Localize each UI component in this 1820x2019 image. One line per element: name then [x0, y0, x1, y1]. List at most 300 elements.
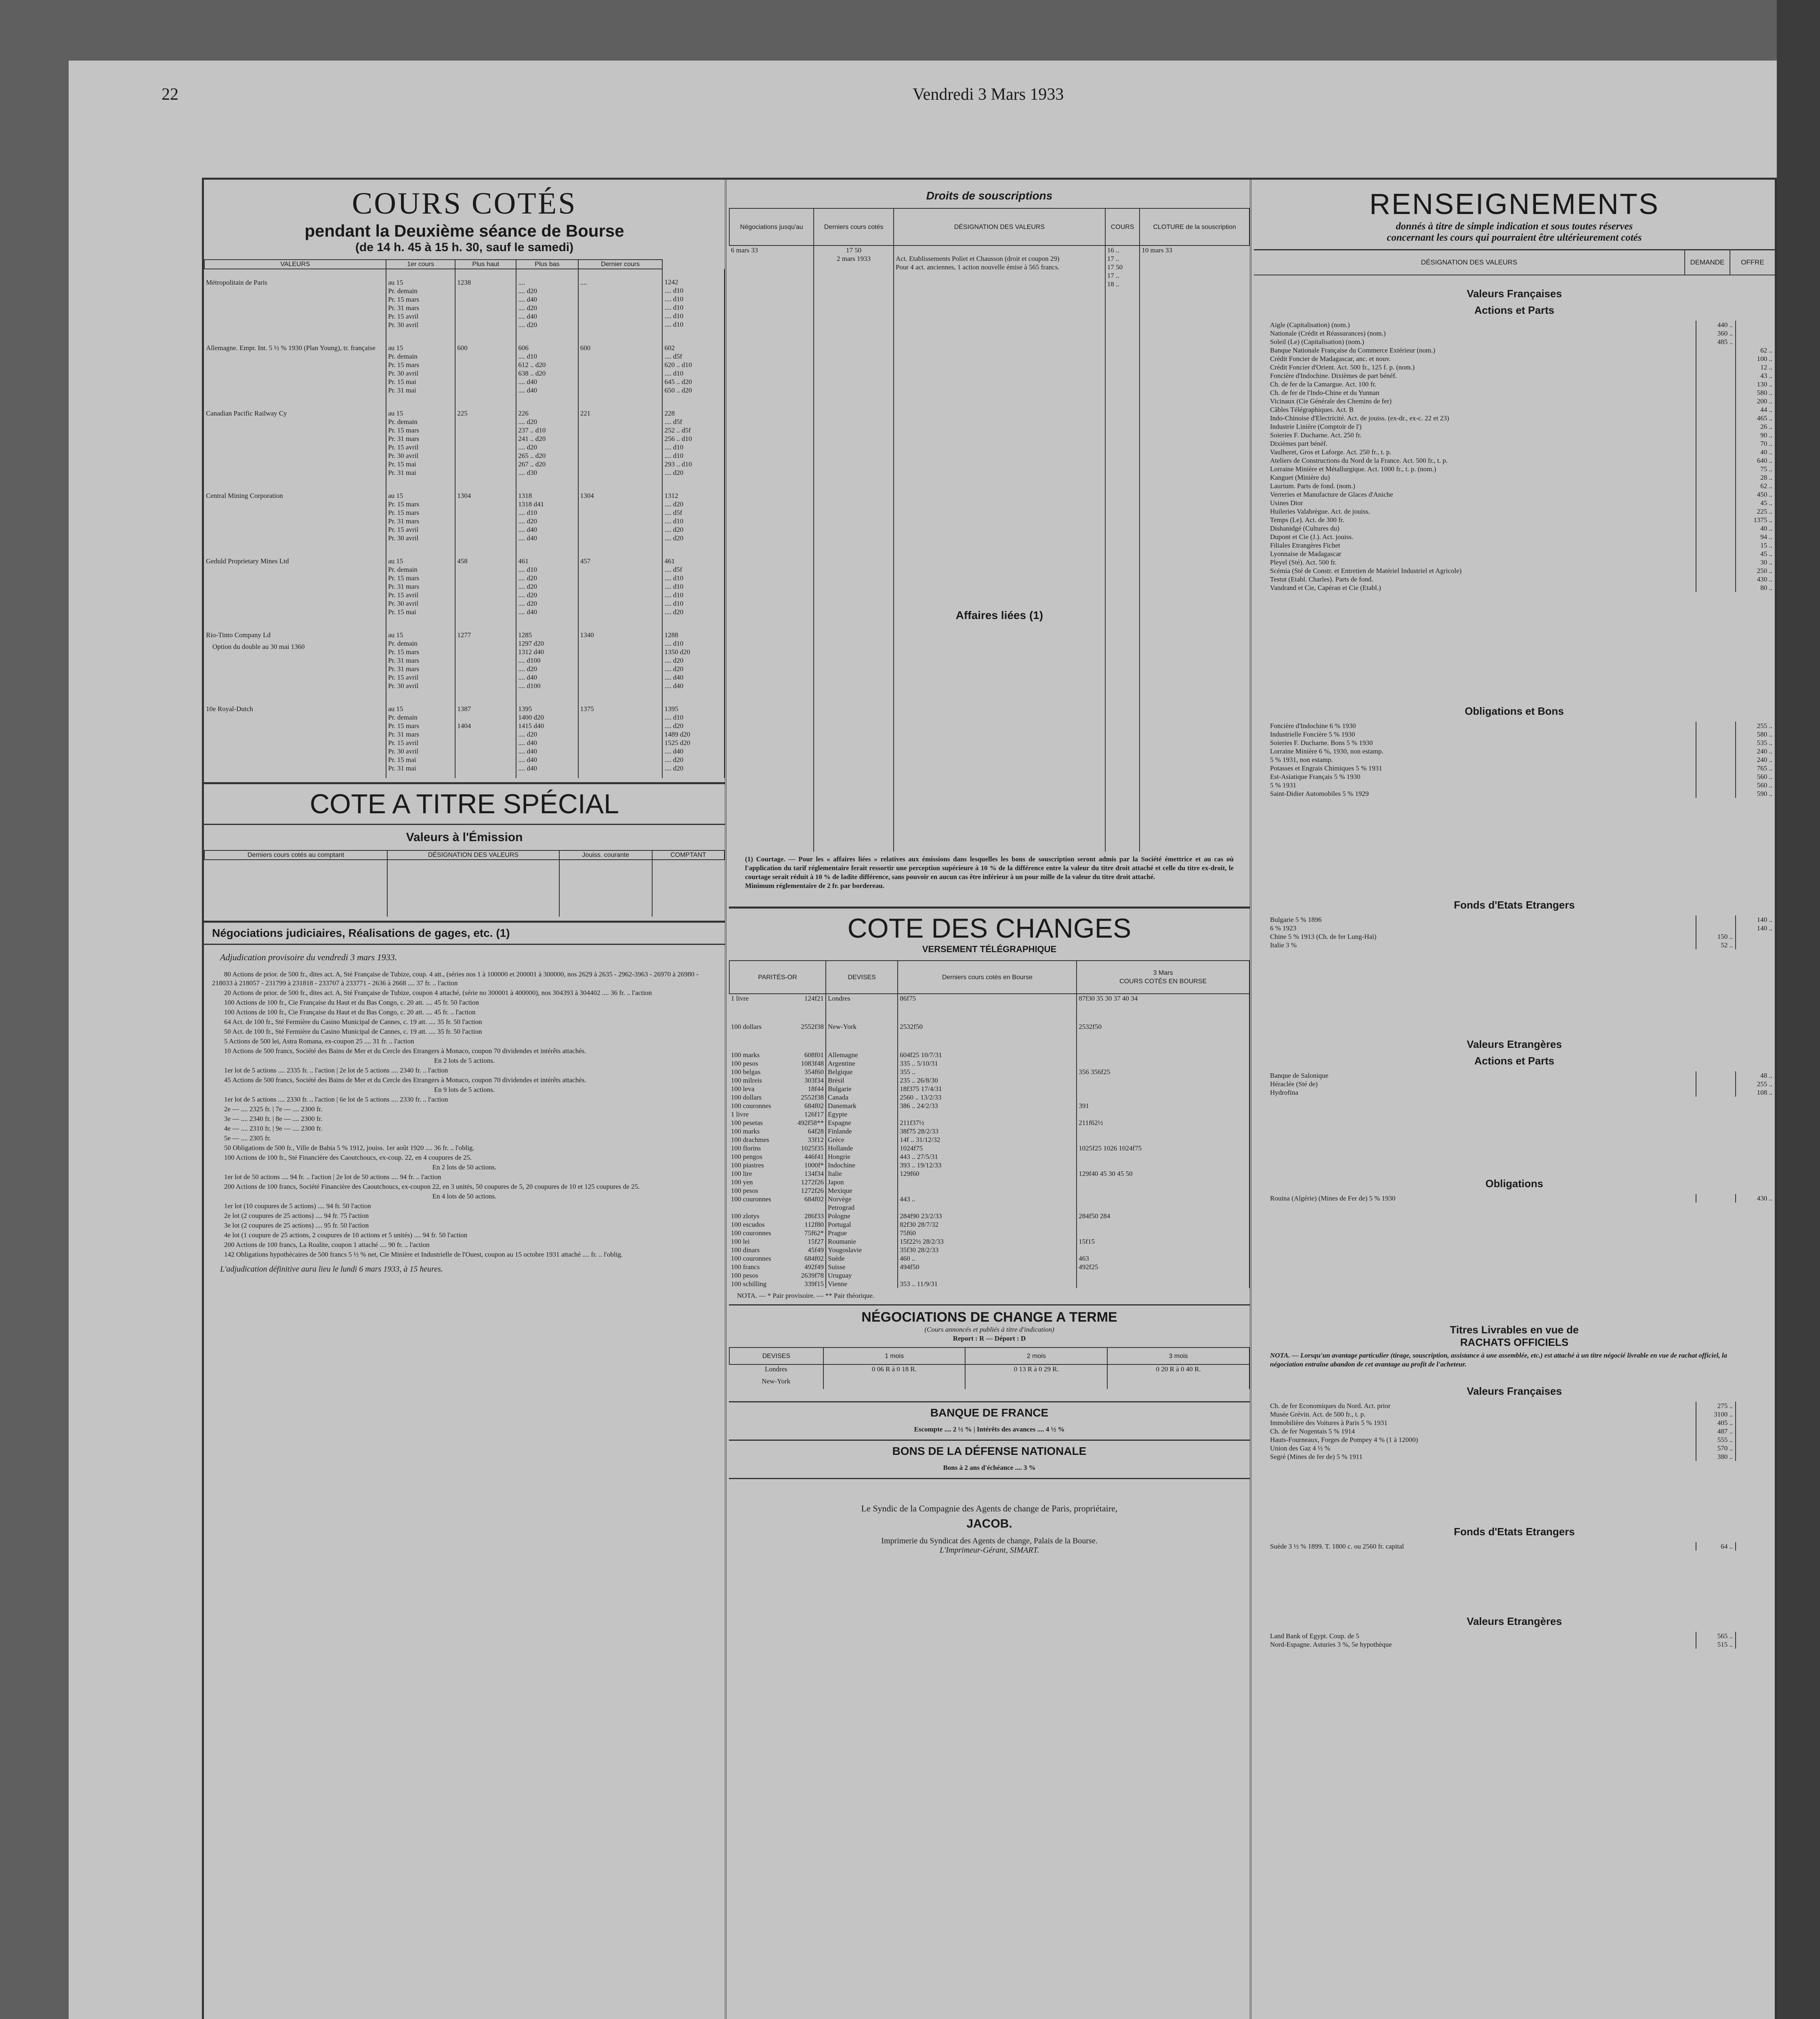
valeur-demande: [1696, 739, 1735, 747]
table-cell: 1277: [455, 622, 516, 696]
changes-cell: 443 ..: [898, 1195, 1077, 1203]
list-item: [1254, 1080, 1775, 1088]
droits-col-header: COURS: [1105, 208, 1140, 246]
table-cell: au 15 Pr. demain Pr. 15 mars Pr. 31 mars Pr. 15 avril Pr. 30 avril Pr. 15 mai Pr. 31 mai: [386, 696, 455, 778]
page-frame: [202, 178, 1777, 2019]
parite-unit: 100 couronnes: [731, 1102, 771, 1110]
changes-cell: [729, 1254, 826, 1263]
list-item: [1254, 1542, 1775, 1551]
changes-cell: 1024f75: [898, 1144, 1077, 1152]
table-cell: 10e Royal-Dutch: [204, 696, 386, 778]
cours-cotes-table: [204, 259, 725, 778]
valeur-offre: 45 ..: [1735, 499, 1775, 507]
valeur-demande: [1696, 465, 1735, 473]
valeur-demande: [1696, 789, 1735, 798]
table-cell: Geduld Proprietary Mines Ltd: [204, 548, 386, 622]
changes-note: NOTA. — * Pair provisoire. — ** Pair théorique.: [737, 1292, 874, 1299]
valeur-offre: [1735, 338, 1775, 346]
valeur-demande: 487 ..: [1696, 1427, 1735, 1436]
parite-value: 354f60: [804, 1068, 824, 1076]
valeur-demande: [1696, 781, 1735, 789]
changes-cell: [729, 1237, 826, 1246]
parite-value: 608f01: [804, 1051, 824, 1059]
terme-col-header: 3 mois: [1107, 1347, 1249, 1364]
terme-col-header: 2 mois: [965, 1347, 1107, 1364]
affaires-liees: Affaires liées (1): [955, 609, 1043, 621]
changes-cell: 75f60: [898, 1229, 1077, 1237]
changes-cell: [729, 1178, 826, 1186]
valeur-offre: 430 ..: [1735, 1194, 1775, 1203]
list-item: [1254, 1071, 1775, 1080]
valeur-demande: 380 ..: [1696, 1452, 1735, 1461]
list-item: [1254, 414, 1775, 422]
changes-title: COTE DES CHANGES: [847, 913, 1131, 944]
changes-row: [729, 1186, 1249, 1195]
valeur-demande: [1696, 414, 1735, 422]
valeur-name: Dixièmes part bénéf.: [1270, 440, 1328, 447]
changes-row: [729, 1203, 1249, 1212]
list-item: [1254, 1452, 1775, 1461]
table-row: [204, 400, 724, 483]
more-line: 50 Obligations de 500 fr., Ville de Bahia 5 % 1912, jouiss. 1er août 1920 .... 36 fr. .. l'oblig.: [224, 1144, 474, 1152]
valeur-offre: [1735, 1410, 1775, 1419]
terme-col-header: 1 mois: [823, 1347, 966, 1364]
valeur-demande: [1696, 516, 1735, 524]
terme-cell: [823, 1377, 966, 1389]
changes-row: [729, 1068, 1249, 1076]
parite-unit: 1 livre: [731, 1110, 749, 1118]
valeur-offre: [1735, 1542, 1775, 1551]
valeur-offre: 26 ..: [1735, 422, 1775, 431]
parite-value: 75f62*: [804, 1229, 824, 1237]
table-cell: 461 .... d5f .... d10 .... d10 .... d10 .... d10 .... d20: [662, 548, 724, 622]
col3-header-offre: OFFRE: [1730, 250, 1775, 275]
valeur-demande: 440 ..: [1696, 321, 1735, 329]
valeur-name: Soieries F. Ducharne. Bons 5 % 1930: [1270, 739, 1373, 747]
renseignements-sub1: donnés à titre de simple indication et sous toutes réserves: [1396, 221, 1633, 232]
valeur-offre: 108 ..: [1735, 1088, 1775, 1097]
changes-cell: [1077, 1271, 1249, 1280]
changes-cell: [729, 1195, 826, 1203]
valeur-demande: [1696, 1088, 1735, 1097]
changes-row: [729, 1169, 1249, 1178]
list-item: [1254, 516, 1775, 524]
changes-cell: [1077, 1195, 1249, 1203]
droits-designation: Act. Etablissements Poliet et Chausson (droit et coupon 29) Pour 4 act. anciennes, 1 action nouvelle émise à 565 francs.: [895, 255, 1060, 271]
valeur-offre: 640 ..: [1735, 456, 1775, 465]
table-cell: 457: [578, 548, 663, 622]
table-cell: au 15 Pr. demain Pr. 15 mars Pr. 31 mars Pr. 31 mars Pr. 15 avril Pr. 30 avril: [386, 622, 455, 696]
terme-cell: [965, 1377, 1107, 1389]
changes-cell: [729, 1068, 826, 1076]
parite-unit: 100 couronnes: [731, 1229, 771, 1237]
list-item: [1254, 524, 1775, 533]
list-item: [1254, 550, 1775, 558]
valeur-offre: [1735, 941, 1775, 949]
changes-cell: Roumanie: [826, 1237, 898, 1246]
changes-cell: 494f50: [898, 1263, 1077, 1271]
changes-cell: 353 .. 11/9/31: [898, 1280, 1077, 1288]
changes-cell: [729, 1152, 826, 1161]
valeur-offre: 255 ..: [1735, 1080, 1775, 1088]
table-row: [204, 335, 724, 400]
changes-cell: Canada: [826, 1093, 898, 1102]
changes-cell: [729, 1212, 826, 1220]
list-item: [1254, 722, 1775, 730]
list-item: [1254, 1410, 1775, 1419]
changes-cell: [1077, 1280, 1249, 1288]
changes-cell: Suisse: [826, 1263, 898, 1271]
valeur-offre: [1735, 1427, 1775, 1436]
terme-cell: [1107, 1377, 1249, 1389]
lots9-heading: En 9 lots de 5 actions.: [434, 1086, 495, 1093]
valeur-demande: [1696, 448, 1735, 456]
valeur-demande: [1696, 1194, 1735, 1203]
changes-cell: [898, 1186, 1077, 1195]
valeur-demande: [1696, 924, 1735, 932]
list-item: [1254, 789, 1775, 798]
changes-cell: 460 ..: [898, 1254, 1077, 1263]
changes-cell: 335 .. 5/10/31: [898, 1059, 1077, 1068]
table-cell: au 15 Pr. demain Pr. 15 mars Pr. 31 mars Pr. 15 avril Pr. 30 avril Pr. 15 mai: [386, 548, 455, 622]
valeur-demande: [1696, 355, 1735, 363]
list-item: [1254, 329, 1775, 338]
valeur-demande: [1696, 507, 1735, 516]
special-table: [204, 850, 725, 917]
valeur-offre: 130 ..: [1735, 380, 1775, 388]
valeur-demande: [1696, 482, 1735, 490]
valeur-demande: 405 ..: [1696, 1419, 1735, 1427]
parite-value: 126f17: [804, 1110, 824, 1118]
terme-row: [729, 1377, 1249, 1389]
list-item: [1254, 781, 1775, 789]
valeur-demande: [1696, 456, 1735, 465]
changes-cell: [729, 1059, 826, 1068]
changes-cell: [729, 994, 826, 1022]
cours-col-header: Dernier cours: [578, 260, 663, 269]
droits-cloture: 10 mars 33: [1142, 246, 1172, 254]
valeur-offre: [1735, 1402, 1775, 1410]
parite-value: 339f15: [804, 1280, 824, 1288]
valeur-demande: 570 ..: [1696, 1444, 1735, 1452]
list-item: [1254, 1194, 1775, 1203]
valeur-demande: 3100 ..: [1696, 1410, 1735, 1419]
changes-row: [729, 1051, 1249, 1059]
judic-line: 64 Act. de 100 fr., Sté Fermière du Casino Municipal de Cannes, c. 19 att. .... 35 fr. 50 l'action: [224, 1018, 482, 1026]
changes-cell: 492f25: [1077, 1263, 1249, 1271]
valeur-offre: [1735, 932, 1775, 941]
changes-cell: Italie: [826, 1169, 898, 1178]
syndic-line: Le Syndic de la Compagnie des Agents de change de Paris, propriétaire,: [861, 1503, 1118, 1513]
changes-cell: [1077, 1246, 1249, 1254]
valeur-name: Lyonnaise de Madagascar: [1270, 550, 1341, 558]
valeur-demande: 515 ..: [1696, 1640, 1735, 1649]
banque-line: Escompte .... 2 ½ % | Intérêts des avances .... 4 ½ %: [914, 1425, 1065, 1433]
changes-cell: [729, 1135, 826, 1144]
changes-cell: Brésil: [826, 1076, 898, 1085]
changes-cell: 35f30 28/2/33: [898, 1246, 1077, 1254]
list-item: [1254, 473, 1775, 482]
special-col-header: Jouiss. courante: [559, 850, 652, 860]
changes-cell: 211f62½: [1077, 1119, 1249, 1127]
changes-cell: [729, 1051, 826, 1059]
renseignements-title: RENSEIGNEMENTS: [1369, 188, 1660, 220]
table-row: [204, 696, 724, 778]
changes-cell: [729, 1186, 826, 1195]
parite-unit: 100 couronnes: [731, 1255, 771, 1262]
changes-cell: Suède: [826, 1254, 898, 1263]
terme-row: [729, 1364, 1249, 1377]
changes-cell: [729, 1085, 826, 1093]
list-item: [1254, 363, 1775, 371]
changes-row: [729, 1110, 1249, 1119]
changes-cell: 1025f25 1026 1024f75: [1077, 1144, 1249, 1152]
parite-value: 112f80: [804, 1221, 824, 1228]
valeur-demande: [1696, 550, 1735, 558]
droits-col-header: CLOTURE de la souscription: [1140, 208, 1249, 246]
parite-value: 1000f*: [804, 1161, 824, 1169]
banque-title: BANQUE DE FRANCE: [930, 1406, 1049, 1419]
valeur-demande: [1696, 499, 1735, 507]
lots4-line: 200 Actions de 100 francs, La Roalite, coupon 1 attaché .... 90 fr. .. l'action: [224, 1241, 430, 1249]
changes-row: [729, 1076, 1249, 1085]
parite-unit: 100 pesos: [731, 1060, 758, 1067]
valeur-name: Hauts-Fourneaux, Forges de Pompey 4 % (1 à 12000): [1270, 1436, 1418, 1444]
cours-cotes-title: COURS COTÉS: [352, 187, 577, 220]
valeur-name: Verreries et Manufacture de Glaces d'Aniche: [1270, 491, 1393, 498]
parite-value: 1083f48: [801, 1060, 824, 1067]
valeur-offre: 100 ..: [1735, 355, 1775, 363]
changes-cell: [729, 1280, 826, 1288]
table-cell: Central Mining Corporation: [204, 483, 386, 548]
changes-cell: [729, 1246, 826, 1254]
parite-value: 492f49: [804, 1263, 824, 1271]
valeur-name: Banque Nationale Française du Commerce Extérieur (nom.): [1270, 346, 1436, 354]
valeur-name: Saint-Didier Automobiles 5 % 1929: [1270, 790, 1369, 798]
valeur-offre: 240 ..: [1735, 756, 1775, 764]
valeur-name: Banque de Salonique: [1270, 1072, 1329, 1079]
list-item: [1254, 1427, 1775, 1436]
changes-cell: Pologne: [826, 1212, 898, 1220]
changes-cell: Portugal: [826, 1220, 898, 1229]
changes-cell: Allemagne: [826, 1051, 898, 1059]
changes-col-header: DEVISES: [826, 961, 898, 994]
changes-cell: Argentine: [826, 1059, 898, 1068]
valeur-name: Chine 5 % 1913 (Ch. de fer Lung-Haï): [1270, 933, 1377, 940]
valeur-name: Soleil (Le) (Capitalisation) (nom.): [1270, 338, 1364, 346]
valeur-offre: 40 ..: [1735, 448, 1775, 456]
changes-cell: [1077, 1135, 1249, 1144]
changes-cell: 235 .. 26/8/30: [898, 1076, 1077, 1085]
changes-cell: Belgique: [826, 1068, 898, 1076]
list-item: [1254, 507, 1775, 516]
parite-unit: 100 lei: [731, 1238, 750, 1245]
valeur-demande: [1696, 722, 1735, 730]
valeur-demande: 360 ..: [1696, 329, 1735, 338]
valeur-offre: 225 ..: [1735, 507, 1775, 516]
table-cell: Allemagne. Empr. Int. 5 ½ % 1930 (Plan Young), tr. française: [204, 335, 386, 400]
list-item: [1254, 924, 1775, 932]
gerant-line: L'Imprimeur-Gérant, SIMART.: [939, 1546, 1039, 1555]
parite-value: 33f12: [808, 1136, 824, 1144]
parite-value: 45f49: [808, 1246, 824, 1254]
valeur-name: Bulgarie 5 % 1896: [1270, 916, 1322, 923]
list-item: [1254, 405, 1775, 414]
parite-value: 134f34: [804, 1170, 824, 1177]
changes-cell: Londres: [826, 994, 898, 1022]
valeur-name: Segré (Mines de fer de) 5 % 1911: [1270, 1453, 1363, 1461]
valeur-offre: 43 ..: [1735, 371, 1775, 380]
changes-cell: [729, 1093, 826, 1102]
valeur-name: 6 % 1923: [1270, 924, 1297, 932]
table-cell: 458: [455, 548, 516, 622]
valeur-offre: 75 ..: [1735, 465, 1775, 473]
parite-value: 492f58**: [797, 1119, 824, 1127]
imprimerie-line: Imprimerie du Syndicat des Agents de change, Palais de la Bourse.: [881, 1536, 1098, 1545]
judic-line: 5 Actions de 500 lei, Astra Romana, ex-coupon 25 .... 31 fr. .. l'action: [224, 1037, 414, 1045]
changes-cell: 393 .. 19/12/33: [898, 1161, 1077, 1169]
changes-row: [729, 1220, 1249, 1229]
table-row: [204, 548, 724, 622]
changes-row: [729, 1271, 1249, 1280]
valeur-demande: 52 ..: [1696, 941, 1735, 949]
col3-header-designation: DÉSIGNATION DES VALEURS: [1421, 258, 1518, 266]
valeur-offre: 62 ..: [1735, 482, 1775, 490]
changes-cell: [1077, 1085, 1249, 1093]
changes-row: [729, 1152, 1249, 1161]
table-cell: 461 .... d10 .... d20 .... d20 .... d20 .... d20 .... d40: [516, 548, 578, 622]
changes-cell: 284f50 284: [1077, 1212, 1249, 1220]
emission-title: Valeurs à l'Émission: [406, 831, 523, 844]
terme-cell: 0 06 R à 0 18 R.: [823, 1364, 966, 1377]
changes-cell: Espagne: [826, 1119, 898, 1127]
cours-cotes-subtitle: pendant la Deuxième séance de Bourse: [304, 221, 624, 240]
valeur-offre: 200 ..: [1735, 397, 1775, 405]
changes-cell: [729, 1229, 826, 1237]
table-cell: 225: [455, 400, 516, 483]
changes-cell: [898, 1110, 1077, 1119]
terme-subtitle2: Report : R — Déport : D: [953, 1335, 1026, 1342]
table-cell: Rio-Tinto Company Ld Option du double au 30 mai 1360: [204, 622, 386, 696]
parite-unit: 100 drachmes: [731, 1136, 769, 1144]
valeur-demande: [1696, 558, 1735, 567]
adjud-line: Adjudication provisoire du vendredi 3 mars 1933.: [220, 952, 397, 962]
list-item: [1254, 541, 1775, 550]
valeur-name: Potasses et Engrais Chimiques 5 % 1931: [1270, 764, 1382, 772]
changes-cell: Bulgarie: [826, 1085, 898, 1093]
changes-cell: [898, 1178, 1077, 1186]
valeur-demande: [1696, 380, 1735, 388]
changes-cell: Japon: [826, 1178, 898, 1186]
valeur-offre: [1735, 1640, 1775, 1649]
changes-cell: Norvège: [826, 1195, 898, 1203]
list-item: [1254, 1632, 1775, 1640]
changes-cell: Vienne: [826, 1280, 898, 1288]
valeur-name: Vaulheret, Gros et Laforge. Act. 250 fr., t. p.: [1270, 448, 1392, 456]
page-date: Vendredi 3 Mars 1933: [913, 85, 1064, 104]
changes-cell: [1077, 1076, 1249, 1085]
changes-cell: [729, 1220, 826, 1229]
valeur-demande: [1696, 747, 1735, 756]
valeur-offre: 45 ..: [1735, 550, 1775, 558]
parite-value: 2552f38: [801, 1093, 824, 1101]
changes-cell: 356 356f25: [1077, 1068, 1249, 1076]
parite-unit: 100 dollars: [731, 1093, 762, 1101]
parite-unit: 100 marks: [731, 1127, 760, 1135]
judic-line: 100 Actions de 100 fr., Cie Française du Haut et du Bas Congo, c. 20 att. .... 45 fr. 50 l'action: [224, 999, 479, 1006]
parite-unit: 100 dinars: [731, 1246, 760, 1254]
col3-header-demande: DEMANDE: [1684, 250, 1730, 275]
valeur-offre: 465 ..: [1735, 414, 1775, 422]
valeur-name: Crédit Foncier de Madagascar, anc. et nouv.: [1270, 355, 1391, 363]
lots4-line: 2e lot (2 coupures de 25 actions) .... 94 fr. 75 l'action: [224, 1212, 369, 1219]
changes-cell: [1077, 1203, 1249, 1212]
valeur-demande: [1696, 915, 1735, 924]
parite-unit: 100 milreis: [731, 1077, 762, 1084]
changes-row: [729, 1144, 1249, 1152]
section-actions-parts: Actions et Parts: [1474, 304, 1554, 316]
valeur-name: Ateliers de Constructions du Nord de la France. Act. 500 fr., t. p.: [1270, 457, 1448, 464]
changes-row: [729, 1085, 1249, 1093]
terme-cell: 0 20 R à 0 40 R.: [1107, 1364, 1249, 1377]
list-item: [1254, 772, 1775, 781]
parite-value: 124f21: [804, 995, 824, 1002]
lots4-line: 1er lot (10 coupures de 5 actions) .... 94 fr. 50 l'action: [224, 1202, 371, 1210]
changes-cell: 463: [1077, 1254, 1249, 1263]
valeur-name: Immobilière des Voitures à Paris 5 % 1931: [1270, 1419, 1388, 1427]
valeur-name: Laurium. Parts de fond. (nom.): [1270, 482, 1356, 490]
changes-cell: [1077, 1186, 1249, 1195]
valeur-name: Indo-Chinoise d'Electricité. Act. de jouiss. (ex-dr., ex-c. 22 et 23): [1270, 414, 1449, 422]
terme-title: NÉGOCIATIONS DE CHANGE A TERME: [861, 1310, 1117, 1325]
changes-cell: [729, 1076, 826, 1085]
droits-col-header: Derniers cours cotés: [814, 208, 894, 246]
list-item: [1254, 730, 1775, 739]
valeur-offre: 28 ..: [1735, 473, 1775, 482]
valeur-offre: [1735, 1419, 1775, 1427]
valeur-offre: 450 ..: [1735, 490, 1775, 499]
changes-cell: Danemark: [826, 1102, 898, 1110]
section-valeurs-francaises-rachats: Valeurs Françaises: [1467, 1385, 1562, 1397]
table-cell: 226 .... d20 237 .. d10 241 .. d20 .... d20 265 .. d20 267 .. d20 .... d30: [516, 400, 578, 483]
lots4-line: 142 Obligations hypothécaires de 500 francs 5 ½ % net, Cie Minière et Industrielle de l'Ouest, coupon au 15 octobre 1931 attaché .... fr. .. l'oblig.: [224, 1251, 623, 1258]
list-item: [1254, 448, 1775, 456]
changes-cell: 386 .. 24/2/33: [898, 1102, 1077, 1110]
list-item: [1254, 431, 1775, 439]
valeur-demande: 64 ..: [1696, 1542, 1735, 1551]
table-cell: ....: [578, 269, 663, 335]
valeur-offre: 1375 ..: [1735, 516, 1775, 524]
changes-cell: [1077, 1161, 1249, 1169]
table-cell: 600: [578, 335, 663, 400]
valeur-name: Nationale (Crédit et Réassurances) (nom.): [1270, 330, 1386, 337]
section-valeurs-etrangeres: Valeurs Etrangères: [1467, 1038, 1562, 1050]
section-valeurs-francaises: Valeurs Françaises: [1467, 288, 1562, 300]
terme-table: [729, 1347, 1250, 1389]
table-cell: 1340: [578, 622, 663, 696]
changes-row: [729, 1229, 1249, 1237]
changes-cell: [1077, 1110, 1249, 1119]
list-item: [1254, 321, 1775, 329]
parite-unit: 1 livre: [731, 995, 749, 1002]
section-obligations-bons: Obligations et Bons: [1465, 705, 1564, 717]
changes-row: [729, 1135, 1249, 1144]
parite-unit: 100 pengos: [731, 1153, 762, 1161]
table-cell: au 15 Pr. demain Pr. 15 mars Pr. 30 avril Pr. 15 mai Pr. 31 mai: [386, 335, 455, 400]
changes-row: [729, 1254, 1249, 1263]
special-col-header: COMPTANT: [652, 850, 724, 860]
parite-value: 1272f26: [801, 1178, 824, 1186]
